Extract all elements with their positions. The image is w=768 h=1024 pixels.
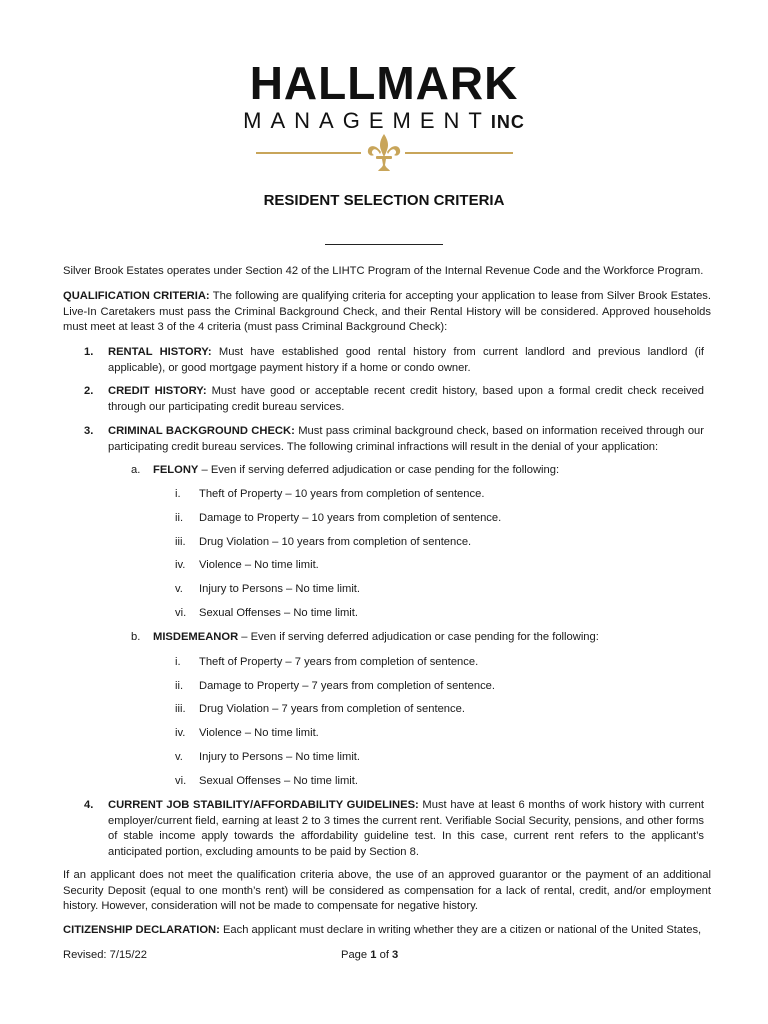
- intro-paragraph: Silver Brook Estates operates under Section 42 of the LIHTC Program of the Internal Revenue Code and the Workforce Program.: [63, 265, 704, 277]
- logo-rule-left: [256, 152, 361, 154]
- company-logo: [0, 57, 768, 135]
- misdemeanor-list-number: i.: [175, 656, 181, 668]
- page-current: 1: [370, 949, 377, 961]
- item-text: Must have established good rental history from current landlord and previous landlord (if applicable), or good mortgage payment history if a home or condo owner.: [108, 346, 704, 374]
- item-number: 1.: [84, 346, 94, 358]
- logo-sub-text: [0, 108, 768, 135]
- item-heading: RENTAL HISTORY:: [108, 346, 212, 358]
- misdemeanor-letter: b.: [131, 631, 141, 643]
- job-stability-item: [108, 798, 704, 860]
- misdemeanor-list-item: Theft of Property – 7 years from completion of sentence.: [199, 656, 479, 668]
- page-number: [341, 948, 398, 963]
- felony-list-number: i.: [175, 488, 181, 500]
- logo-rule-right: [405, 152, 513, 154]
- misdemeanor-list-item: Drug Violation – 7 years from completion of sentence.: [199, 703, 465, 715]
- page-of: of: [376, 949, 393, 961]
- misdemeanor-list-item: Injury to Persons – No time limit.: [199, 751, 361, 763]
- felony-list-item: Damage to Property – 10 years from completion of sentence.: [199, 512, 502, 524]
- logo-main-text: HALLMARK: [249, 57, 519, 109]
- misdemeanor-heading-line: [153, 630, 713, 646]
- felony-heading-line: [153, 463, 713, 479]
- page-total: 3: [392, 949, 399, 961]
- fleur-de-lis-icon: [363, 132, 405, 174]
- felony-list-item: Theft of Property – 10 years from completion of sentence.: [199, 488, 485, 500]
- revised-date: Revised: 7/15/22: [63, 949, 147, 961]
- misdemeanor-list-number: iii.: [175, 703, 186, 715]
- guarantor-paragraph: If an applicant does not meet the qualification criteria above, the use of an approved guarantor or the payment of an additional Security Deposit (equal to one month’s rent) will be considered as compensation for a lack of rental, credit, and/or employment history. However, consideration will not be made to compensate for negative history.: [63, 869, 711, 912]
- felony-letter: a.: [131, 464, 141, 476]
- felony-list-item: Injury to Persons – No time limit.: [199, 583, 361, 595]
- page-word: Page: [341, 949, 371, 961]
- felony-list-number: v.: [175, 583, 183, 595]
- logo-management: MANAGEMENT: [243, 108, 491, 133]
- felony-list-item: Drug Violation – 10 years from completion of sentence.: [199, 536, 472, 548]
- item-text: Must have good or acceptable recent credit history, based upon a formal credit check received through our participating credit bureau services.: [108, 385, 704, 413]
- citizenship-paragraph: [63, 923, 723, 939]
- qualification-paragraph: [63, 289, 711, 336]
- qualification-heading: QUALIFICATION CRITERIA:: [63, 290, 210, 302]
- citizenship-heading: CITIZENSHIP DECLARATION:: [63, 924, 220, 936]
- misdemeanor-list-item: Sexual Offenses – No time limit.: [199, 775, 358, 787]
- misdemeanor-heading: MISDEMEANOR: [153, 631, 239, 643]
- misdemeanor-list-number: vi.: [175, 775, 187, 787]
- felony-heading: FELONY: [153, 464, 199, 476]
- misdemeanor-list-item: Violence – No time limit.: [199, 727, 319, 739]
- felony-list-item: Violence – No time limit.: [199, 559, 319, 571]
- item-text: Must have at least 6 months of work history with current employer/current field, earning at least 2 to 3 times the current rent. Verifiable Social Security, pensions, and other forms of stable income apply towards the affordability guideline test. In this case, current rent refers to the applicant’s anticipated portion, excluding amounts to be paid by Section 8.: [108, 799, 704, 858]
- felony-list-number: ii.: [175, 512, 184, 524]
- misdemeanor-list-number: v.: [175, 751, 183, 763]
- qualification-text: The following are qualifying criteria for accepting your application to lease from Silver Brook Estates. Live-In Caretakers must pass the Criminal Background Check, and their Rental History will be considered. Approved households must meet at least 3 of the 4 criteria (must pass Criminal Background Check):: [63, 290, 711, 333]
- misdemeanor-list-item: Damage to Property – 7 years from completion of sentence.: [199, 680, 495, 692]
- item-number: 4.: [84, 799, 94, 811]
- item-number: 2.: [84, 385, 94, 397]
- document-title: RESIDENT SELECTION CRITERIA: [263, 192, 505, 209]
- citizenship-text: Each applicant must declare in writing whether they are a citizen or national of the United States,: [219, 924, 702, 936]
- item-heading: CRIMINAL BACKGROUND CHECK:: [108, 425, 295, 437]
- item-heading: CURRENT JOB STABILITY/AFFORDABILITY GUIDELINES:: [108, 799, 419, 811]
- felony-list-item: Sexual Offenses – No time limit.: [199, 607, 358, 619]
- item-heading: CREDIT HISTORY:: [108, 385, 207, 397]
- item-number: 3.: [84, 425, 94, 437]
- criminal-background-item: [108, 424, 704, 455]
- title-underline: [325, 244, 443, 245]
- rental-history-item: [108, 345, 704, 376]
- misdemeanor-list-number: ii.: [175, 680, 184, 692]
- felony-list-number: vi.: [175, 607, 187, 619]
- logo-inc: INC: [490, 112, 525, 132]
- credit-history-item: [108, 384, 704, 415]
- misdemeanor-text: – Even if serving deferred adjudication or case pending for the following:: [238, 631, 599, 643]
- felony-list-number: iv.: [175, 559, 186, 571]
- felony-text: – Even if serving deferred adjudication or case pending for the following:: [198, 464, 560, 476]
- item-text: Must pass criminal background check, based on information received through our participating credit bureau services. The following criminal infractions will result in the denial of your application:: [108, 425, 704, 453]
- felony-list-number: iii.: [175, 536, 186, 548]
- misdemeanor-list-number: iv.: [175, 727, 186, 739]
